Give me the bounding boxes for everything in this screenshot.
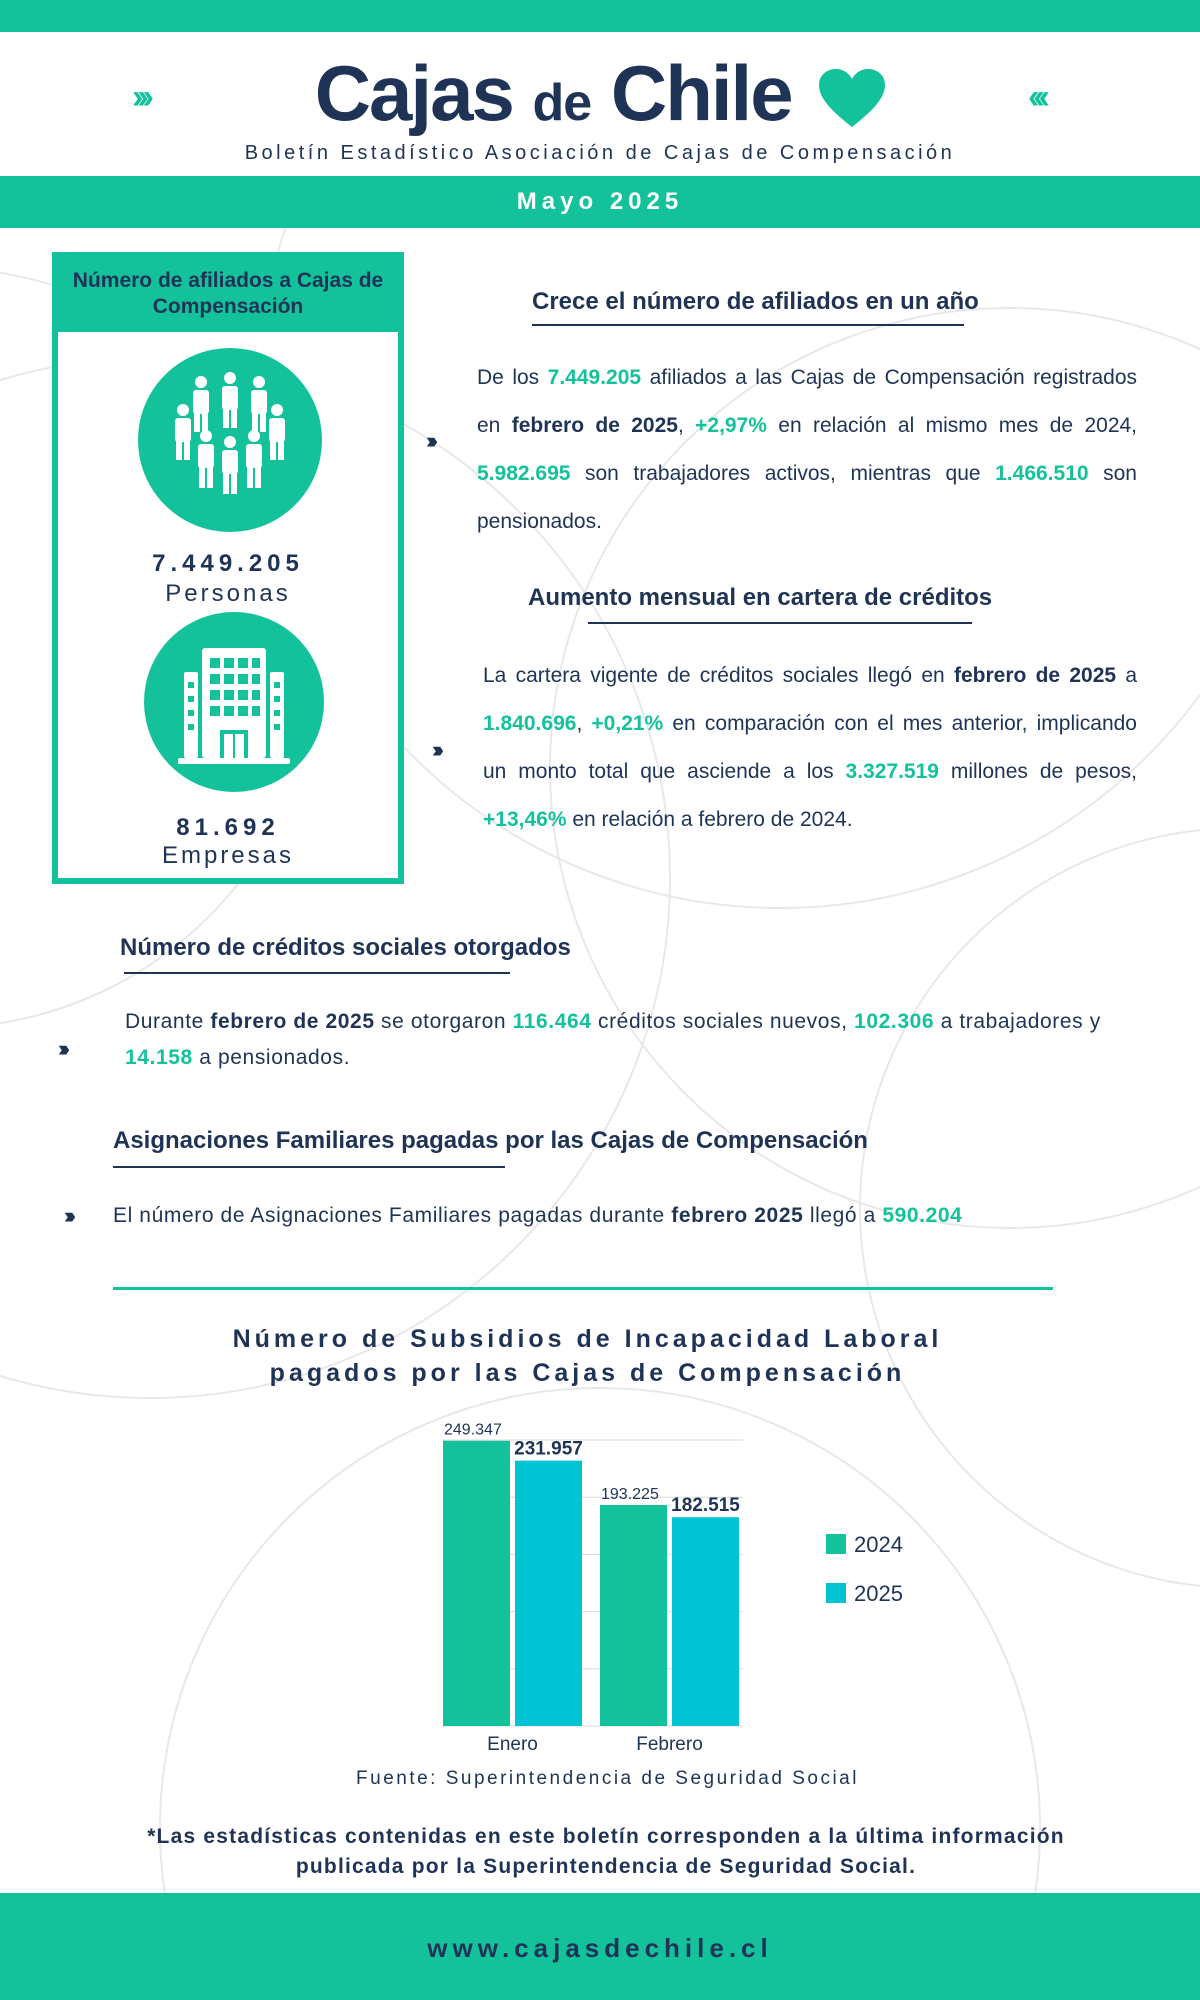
data-label: 249.347 [444,1421,502,1439]
top-strip [0,0,1200,32]
afiliados-paragraph: De los 7.449.205 afiliados a las Cajas de Compensación registrados en febrero de 2025, +2,97% en relación al mismo mes de 2024, 5.982.695 son trabajadores activos, mientras que 1.466.510 son pensionados. [477,366,1138,533]
chart-title [0,1322,1175,1390]
data-label: 182.515 [671,1495,740,1517]
x-tick-label: Febrero [636,1734,703,1755]
right-chevrons-icon: ‹‹‹ [1028,78,1044,116]
creditos-heading: Número de créditos sociales otorgados [120,934,571,961]
afiliados-heading-underline [532,324,964,326]
afiliados-arrow-icon: ››› [426,428,433,453]
legend-label-2025: 2025 [854,1581,903,1606]
asignaciones-heading-underline [113,1166,505,1168]
personas-value: 7.449.205 [152,550,304,577]
website-link[interactable]: www.cajasdechile.cl [427,1933,773,1963]
empresas-label: Empresas [161,842,295,869]
creditos-arrow-icon: ››› [58,1036,65,1061]
asignaciones-arrow-icon: ››› [64,1203,71,1228]
bar-febrero-2024 [600,1505,667,1726]
heart-icon [819,69,885,129]
footnote-line-1: *Las estadísticas contenidas en este boletín corresponden a la última información [147,1825,1065,1848]
subsidios-bar-chart [0,1400,1200,1760]
chart-title-line-1: Número de Subsidios de Incapacidad Laboral [232,1325,943,1353]
month-banner: Mayo 2025 [0,176,1200,228]
afiliados-box [52,252,404,884]
logo-word-chile: Chile [610,49,792,137]
personas-label: Personas [165,580,291,607]
legend-swatch-2025 [826,1583,846,1603]
bar-enero-2024 [443,1441,510,1726]
logo [0,48,1200,139]
legend-label-2024: 2024 [854,1532,903,1557]
asignaciones-heading: Asignaciones Familiares pagadas por las Cajas de Compensación [113,1127,868,1154]
building-icon [144,612,324,792]
cartera-heading: Aumento mensual en cartera de créditos [528,584,993,611]
bar-enero-2025 [515,1461,582,1726]
bar-febrero-2025 [672,1517,739,1726]
creditos-paragraph: Durante febrero de 2025 se otorgaron 116.464 créditos sociales nuevos, 102.306 a trabajadores y 14.158 a pensionados. [125,1010,1101,1069]
source-note: Fuente: Superintendencia de Seguridad Social [356,1768,859,1789]
asignaciones-paragraph: El número de Asignaciones Familiares pagadas durante febrero 2025 llegó a 590.204 [113,1204,963,1227]
section-divider [113,1287,1053,1290]
cartera-heading-underline [588,622,972,624]
logo-word-de: de [532,74,592,132]
afiliados-box-title: Número de afiliados a Cajas de Compensación [58,258,398,332]
left-chevrons-icon: ››› [132,78,148,116]
cartera-arrow-icon: ››› [432,737,439,762]
subtitle: Boletín Estadístico Asociación de Cajas de Compensación [244,142,956,164]
data-label: 231.957 [514,1438,583,1460]
footnote-line-2: publicada por la Superintendencia de Seguridad Social. [295,1855,917,1878]
x-tick-label: Enero [487,1734,538,1755]
logo-word-cajas: Cajas [314,49,513,137]
creditos-heading-underline [124,972,510,974]
legend-swatch-2024 [826,1534,846,1554]
people-circle [138,348,322,532]
people-group-icon [138,348,322,532]
afiliados-heading: Crece el número de afiliados en un año [532,288,979,315]
cartera-paragraph: La cartera vigente de créditos sociales llegó en febrero de 2025 a 1.840.696, +0,21% en comparación con el mes anterior, implicando un monto total que asciende a los 3.327.519 millones de pesos, +13,46% en relación a febrero de 2024. [483,664,1137,831]
data-label: 193.225 [601,1485,659,1503]
building-circle [144,612,324,792]
footnote [0,1822,1200,1882]
empresas-value: 81.692 [176,814,280,841]
chart-title-line-2: pagados por las Cajas de Compensación [269,1359,906,1387]
